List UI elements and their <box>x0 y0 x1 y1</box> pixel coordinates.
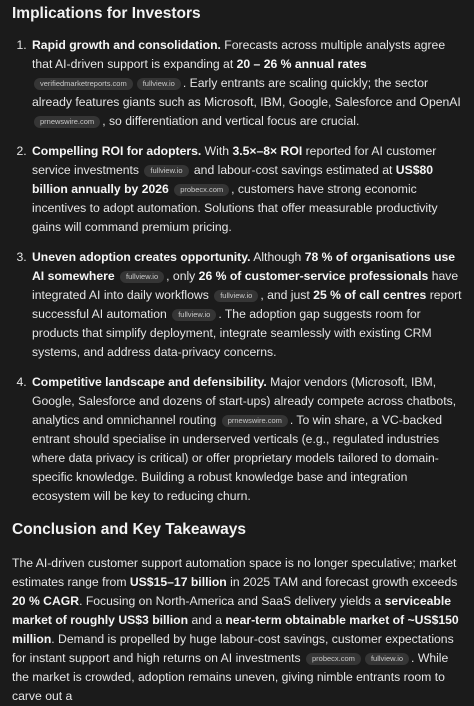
item-text: and labour-cost savings estimated at <box>193 163 393 177</box>
source-chip[interactable]: probecx.com <box>174 184 229 196</box>
item-text: . Early entrants are scaling quickly; the sector already features giants such as Microsoft, IBM, Google, Salesforce and OpenAI <box>32 76 461 109</box>
implications-list <box>12 36 462 506</box>
item-text: . The adoption gap suggests room for products that simplify deployment, integrate seamlessly with existing CRM systems, and address data-privacy concerns. <box>32 307 432 359</box>
item-text: , only <box>166 269 196 283</box>
paragraph-highlight: serviceable market of roughly US$3 billion <box>12 594 451 627</box>
source-chip[interactable]: prnewswire.com <box>222 415 288 427</box>
item-text: , so differentiation and vertical focus are crucial. <box>102 114 360 128</box>
source-chip[interactable]: fullview.io <box>214 290 258 302</box>
source-chip[interactable]: verifiedmarketreports.com <box>34 78 133 90</box>
item-text: Although <box>253 250 302 264</box>
paragraph-text: The AI-driven customer support automation space is no longer speculative; market estimates range from <box>12 556 457 589</box>
list-item-adoption <box>30 248 462 362</box>
item-text: Forecasts across multiple analysts agree that AI-driven support is expanding at <box>32 38 446 71</box>
source-chip[interactable]: fullview.io <box>365 653 409 665</box>
list-item-growth <box>30 36 462 131</box>
item-text: have integrated AI into daily workflows <box>32 269 459 302</box>
item-highlight: 20 – 26 % annual rates <box>236 57 367 71</box>
item-highlight: 26 % of customer-service professionals <box>198 269 429 283</box>
item-highlight: US$80 billion annually by 2026 <box>32 163 434 196</box>
section-heading-implications: Implications for Investors <box>12 5 201 22</box>
paragraph-highlight: US$15–17 billion <box>129 575 227 589</box>
source-chip[interactable]: fullview.io <box>120 271 164 283</box>
item-title: Competitive landscape and defensibility. <box>32 375 267 389</box>
item-text: With <box>204 144 230 158</box>
item-text: Major vendors (Microsoft, IBM, Google, Salesforce and dozens of start-ups) already compete across chatbots, analytics and omnichannel routing <box>32 375 457 427</box>
list-item-roi <box>30 142 462 237</box>
item-text: report successful AI automation <box>32 288 462 321</box>
item-highlight: 78 % of organisations use AI somewhere <box>32 250 456 283</box>
paragraph-text: . Demand is propelled by huge labour-cost savings, customer expectations for instant support and high returns on AI investments <box>12 632 454 665</box>
item-highlight: 25 % of call centres <box>313 288 427 302</box>
paragraph-text: and a <box>191 613 222 627</box>
source-chip[interactable]: fullview.io <box>172 309 216 321</box>
section-heading-conclusion: Conclusion and Key Takeaways <box>12 521 247 538</box>
list-item-competition <box>30 373 462 506</box>
source-chip[interactable]: fullview.io <box>137 78 181 90</box>
item-highlight: 3.5×–8× ROI <box>232 144 303 158</box>
conclusion-paragraph <box>12 554 462 706</box>
paragraph-highlight: 20 % CAGR <box>12 594 80 608</box>
paragraph-text: . Focusing on North-America and SaaS delivery yields a <box>79 594 382 608</box>
source-chip[interactable]: prnewswire.com <box>34 116 100 128</box>
paragraph-highlight: near-term obtainable market of ~US$150 million <box>12 613 459 646</box>
item-title: Rapid growth and consolidation. <box>32 38 221 52</box>
paragraph-text: in 2025 TAM and forecast growth exceeds <box>230 575 458 589</box>
source-chip[interactable]: fullview.io <box>144 165 188 177</box>
item-title: Uneven adoption creates opportunity. <box>32 250 251 264</box>
item-text: , customers have strong economic incentives to adopt automation. Solutions that offer measurable productivity gains will command premium pricing. <box>32 182 438 234</box>
item-text: . To win share, a VC-backed entrant should specialise in underserved verticals (e.g., regulated industries where data privacy is critical) or offer proprietary models tailored to domain-specific knowledge. Building a robust knowledge base and integration ecosystem will be key to reducing churn. <box>32 413 443 503</box>
item-text: , and just <box>260 288 310 302</box>
paragraph-text: . While the market is crowded, adoption remains uneven, giving nimble entrants room to carve out a <box>12 651 449 703</box>
item-title: Compelling ROI for adopters. <box>32 144 202 158</box>
item-text: reported for AI customer service investments <box>32 144 437 177</box>
source-chip[interactable]: probecx.com <box>306 653 361 665</box>
